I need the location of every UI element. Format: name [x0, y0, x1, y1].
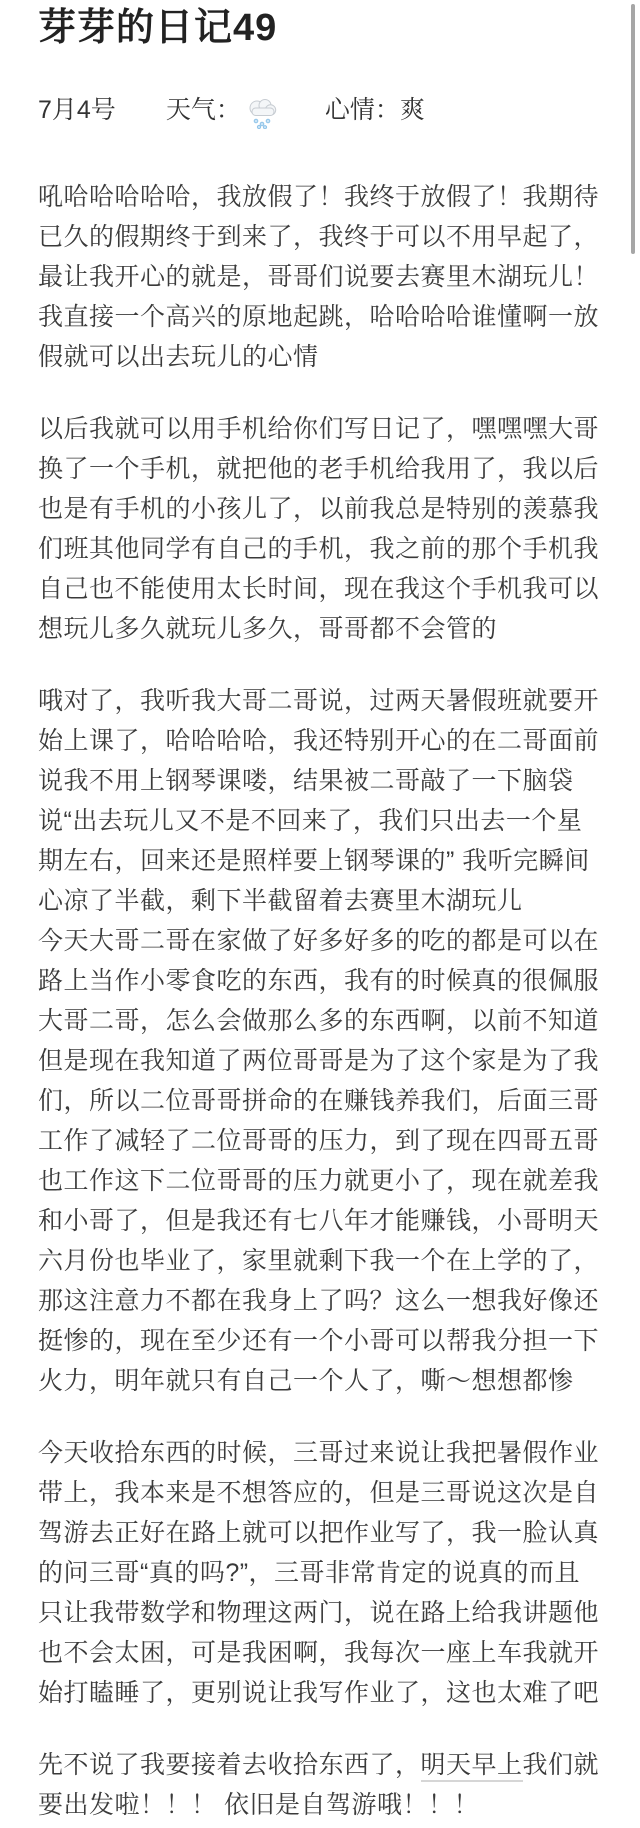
diary-date: 7月4号 — [38, 96, 116, 124]
mood-value: 爽 — [399, 96, 425, 124]
note-page — [0, 4, 640, 1825]
diary-paragraph-3: 哦对了，我听我大哥二哥说，过两天暑假班就要开始上课了，哈哈哈哈，我还特别开心的在二哥面前说我不用上钢琴课喽，结果被二哥敲了一下脑袋说“出去玩儿又不是不回来了，我们只出去一个星期左右，回来还是照样要上钢琴课的” 我听完瞬间心凉了半截，剩下半截留着去赛里木湖玩儿 — [38, 687, 600, 915]
weather-field — [166, 92, 279, 128]
scrollbar-thumb[interactable] — [631, 4, 635, 254]
diary-paragraph-closing — [38, 1745, 602, 1825]
mood-field — [325, 92, 425, 128]
closing-text-after: 我们就要出发啦！！！ 依旧是自驾游哦！！！ — [38, 1751, 600, 1819]
rain-cloud-icon — [245, 97, 279, 129]
diary-paragraph-1: 吼哈哈哈哈哈，我放假了！我终于放假了！我期待已久的假期终于到来了，我终于可以不用早起了，最让我开心的就是，哥哥们说要去赛里木湖玩儿！我直接一个高兴的原地起跳，哈哈哈哈谁懂啊一放假就可以出去玩儿的心情 — [38, 183, 600, 371]
diary-body — [38, 177, 602, 1825]
diary-paragraph-5: 今天收拾东西的时候，三哥过来说让我把暑假作业带上，我本来是不想答应的，但是三哥说这次是自驾游去正好在路上就可以把作业写了，我一脸认真的问三哥“真的吗?”，三哥非常肯定的说真的而且只让我带数学和物理这两门，说在路上给我讲题他也不会太困，可是我困啊，我每次一座上车我就开始打瞌睡了，更别说让我写作业了，这也太难了吧 — [38, 1439, 600, 1707]
closing-text-before: 先不说了我要接着去收拾东西了， — [38, 1751, 421, 1779]
detected-date-link[interactable]: 明天早上 — [421, 1751, 523, 1782]
diary-paragraph-2: 以后我就可以用手机给你们写日记了，嘿嘿嘿大哥换了一个手机，就把他的老手机给我用了，我以后也是有手机的小孩儿了，以前我总是特别的羡慕我们班其他同学有自己的手机，我之前的那个手机我自己也不能使用太长时间，现在我这个手机我可以想玩儿多久就玩儿多久，哥哥都不会管的 — [38, 415, 600, 643]
page-title: 芽芽的日记49 — [38, 7, 278, 49]
weather-label: 天气： — [165, 96, 241, 124]
diary-paragraph-4: 今天大哥二哥在家做了好多好多的吃的都是可以在路上当作小零食吃的东西，我有的时候真的很佩服大哥二哥，怎么会做那么多的东西啊，以前不知道但是现在我知道了两位哥哥是为了这个家是为了我们，所以二位哥哥拼命的在赚钱养我们，后面三哥工作了减轻了二位哥哥的压力，到了现在四哥五哥也工作这下二位哥哥的压力就更小了，现在就差我和小哥了，但是我还有七八年才能赚钱，小哥明天六月份也毕业了，家里就剩下我一个在上学的了，那这注意力不都在我身上了吗？这么一想我好像还挺惨的，现在至少还有一个小哥可以帮我分担一下火力，明年就只有自己一个人了，嘶～想想都惨 — [38, 927, 600, 1395]
mood-label: 心情： — [324, 96, 400, 124]
diary-meta-row — [38, 92, 602, 128]
